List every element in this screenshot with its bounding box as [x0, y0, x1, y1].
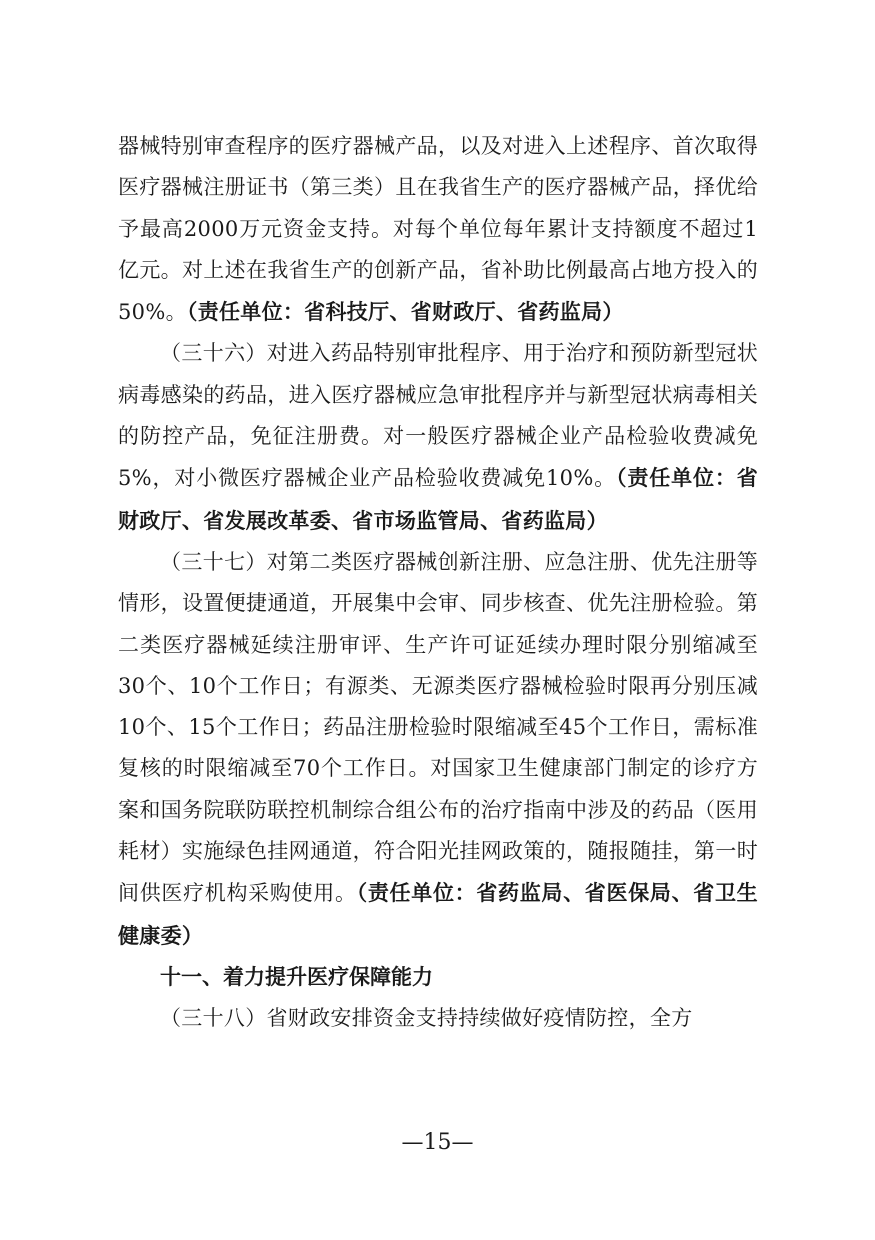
paragraph-4: （三十八）省财政安排资金支持持续做好疫情防控，全方 — [160, 1006, 693, 1031]
page-number: —15— — [401, 1130, 474, 1155]
paragraph-3 — [118, 542, 758, 957]
paragraph-1-text: 器械特别审查程序的医疗器械产品，以及对进入上述程序、首次取得医疗器械注册证书（第三类）且在我省生产的医疗器械产品，择优给予最高2000万元资金支持。对每个单位每年累计支持额度不超过1亿元。对上述在我省生产的创新产品，省补助比例最高占地方投入的50%。 — [118, 134, 758, 325]
paragraph-1 — [118, 126, 758, 333]
section-heading: 十一、着力提升医疗保障能力 — [160, 964, 433, 989]
document-body — [118, 126, 758, 1040]
paragraph-3-responsibility: （责任单位：省药监局、省医保局、省卫生健康委） — [118, 880, 758, 948]
paragraph-2 — [118, 333, 758, 541]
paragraph-2-responsibility: （责任单位：省财政厅、省发展改革委、省市场监管局、省药监局） — [118, 465, 758, 533]
paragraph-1-responsibility: （责任单位：省科技厅、省财政厅、省药监局） — [186, 299, 624, 325]
paragraph-2-text: （三十六）对进入药品特别审批程序、用于治疗和预防新型冠状病毒感染的药品，进入医疗器械应急审批程序并与新型冠状病毒相关的防控产品，免征注册费。对一般医疗器械企业产品检验收费减免5%，对小微医疗器械企业产品检验收费减免10%。 — [118, 341, 758, 491]
paragraph-3-text: （三十七）对第二类医疗器械创新注册、应急注册、优先注册等情形，设置便捷通道，开展集中会审、同步核查、优先注册检验。第二类医疗器械延续注册审评、生产许可证延续办理时限分别缩减至30个、10个工作日；有源类、无源类医疗器械检验时限再分别压减10个、15个工作日；药品注册检验时限缩减至45个工作日，需标准复核的时限缩减至70个工作日。对国家卫生健康部门制定的诊疗方案和国务院联防联控机制综合组公布的治疗指南中涉及的药品（医用耗材）实施绿色挂网通道，符合阳光挂网政策的，随报随挂，第一时间供医疗机构采购使用。 — [118, 549, 758, 906]
